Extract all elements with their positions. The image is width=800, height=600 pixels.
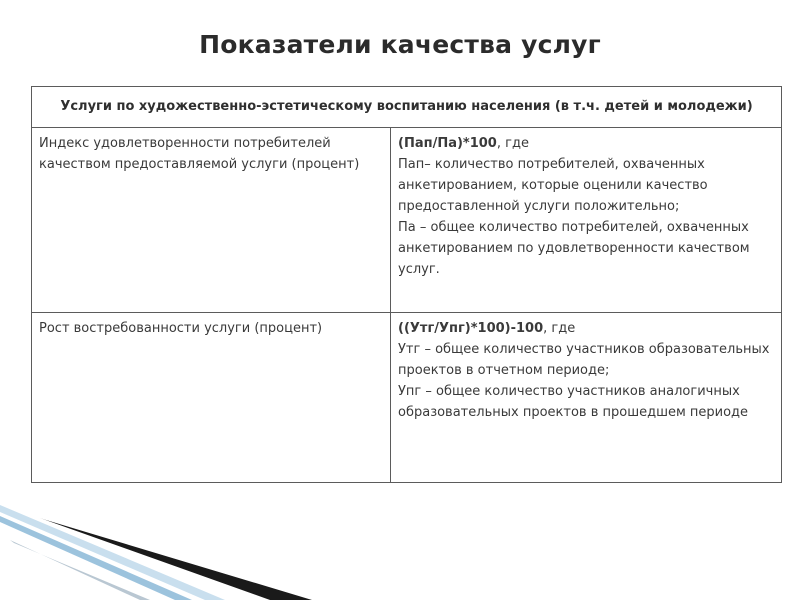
stripe-grey bbox=[10, 540, 150, 600]
formula-description: Па – общее количество потребителей, охваченных анкетированием по удовлетворенности качеством услуг. bbox=[398, 220, 750, 277]
formula-description: Пап– количество потребителей, охваченных анкетированием, которые оценили качество предоставленной услуги положительно; bbox=[398, 157, 708, 214]
table-row bbox=[32, 128, 782, 313]
stripe-dark bbox=[40, 518, 312, 600]
formula-cell bbox=[391, 128, 782, 313]
table-header: Услуги по художественно-эстетическому воспитанию населения (в т.ч. детей и молодежи) bbox=[32, 87, 782, 128]
formula-description: Утг – общее количество участников образовательных проектов в отчетном периоде; bbox=[398, 342, 770, 378]
formula-description: Упг – общее количество участников аналогичных образовательных проектов в прошедшем периоде bbox=[398, 384, 749, 420]
table-header-row bbox=[32, 87, 782, 128]
formula-suffix: , где bbox=[543, 321, 576, 336]
quality-indicators-table bbox=[31, 86, 782, 483]
formula-cell bbox=[391, 313, 782, 483]
indicator-cell: Рост востребованности услуги (процент) bbox=[32, 313, 391, 483]
formula: (Пап/Па)*100 bbox=[398, 136, 497, 151]
stripe-blue-light bbox=[0, 505, 225, 600]
formula-line bbox=[398, 318, 774, 339]
formula-suffix: , где bbox=[496, 136, 529, 151]
formula-line bbox=[398, 133, 774, 154]
table-row bbox=[32, 313, 782, 483]
formula: ((Утг/Упг)*100)-100 bbox=[398, 321, 544, 336]
indicator-cell: Индекс удовлетворенности потребителей качеством предоставляемой услуги (процент) bbox=[32, 128, 391, 313]
page-title: Показатели качества услуг bbox=[199, 30, 601, 59]
stripe-blue bbox=[0, 516, 192, 600]
